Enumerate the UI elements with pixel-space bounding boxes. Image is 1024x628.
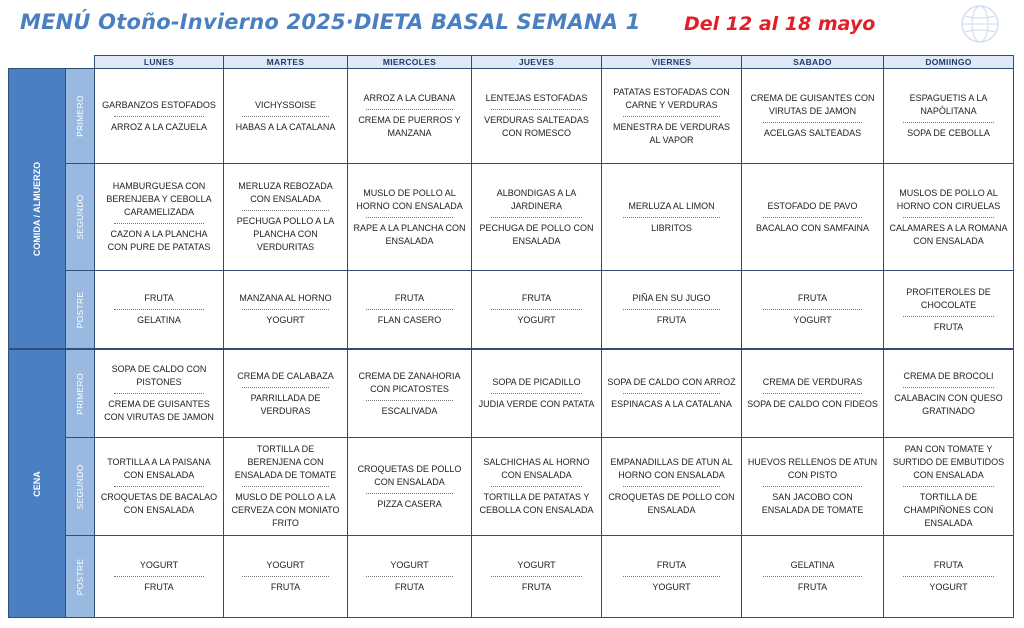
menu-cell bbox=[472, 164, 602, 271]
dish-option-2: MUSLO DE POLLO A LA CERVEZA CON MONIATO FRITO bbox=[231, 492, 340, 528]
course-label bbox=[66, 69, 95, 164]
dish-option-2: FRUTA bbox=[521, 582, 552, 592]
dotted-separator bbox=[491, 393, 581, 394]
dotted-separator bbox=[763, 122, 862, 123]
menu-cell bbox=[348, 271, 472, 349]
menu-cell bbox=[95, 536, 224, 618]
dish-option-1: HAMBURGUESA CON BERENJEBA Y CEBOLLA CARAMELIZADA bbox=[106, 181, 212, 217]
menu-cell bbox=[472, 271, 602, 349]
page-header bbox=[14, 8, 1004, 40]
dish-option-2: PIZZA CASERA bbox=[377, 498, 442, 509]
dish-option-1: FRUTA bbox=[933, 560, 964, 570]
dotted-separator bbox=[763, 309, 862, 310]
dish-option-2: FRUTA bbox=[797, 582, 828, 592]
dish-option-1: FRUTA bbox=[797, 293, 828, 303]
dotted-separator bbox=[763, 576, 862, 577]
dish-option-1: CROQUETAS DE POLLO CON ENSALADA bbox=[357, 463, 462, 487]
dotted-separator bbox=[366, 400, 452, 401]
menu-cell bbox=[95, 350, 224, 438]
menu-cell bbox=[742, 164, 884, 271]
dish-option-2: ESPINACAS A LA CATALANA bbox=[611, 399, 732, 409]
dish-option-2: CROQUETAS DE BACALAO CON ENSALADA bbox=[100, 492, 218, 515]
dish-option-2: YOGURT bbox=[929, 582, 968, 592]
menu-cell bbox=[602, 536, 742, 618]
dish-option-1: CREMA DE BROCOLI bbox=[903, 370, 994, 381]
dish-option-1: GARBANZOS ESTOFADOS bbox=[102, 99, 216, 110]
dotted-separator bbox=[623, 217, 720, 218]
course-row-segundo bbox=[9, 438, 1014, 536]
dish-option-2: HABAS A LA CATALANA bbox=[235, 121, 336, 132]
dish-option-1: ALBONDIGAS A LA JARDINERA bbox=[496, 187, 577, 211]
menu-cell bbox=[224, 350, 348, 438]
dish-option-2: CREMA DE GUISANTES CON VIRUTAS DE JAMON bbox=[104, 399, 214, 422]
dotted-separator bbox=[903, 576, 993, 577]
menu-cell bbox=[224, 271, 348, 349]
menu-cell bbox=[348, 164, 472, 271]
dish-option-1: YOGURT bbox=[517, 560, 556, 570]
dish-option-1: HUEVOS RELLENOS DE ATUN CON PISTO bbox=[747, 457, 878, 480]
dish-option-2: SOPA DE CEBOLLA bbox=[907, 128, 990, 138]
dotted-separator bbox=[242, 116, 328, 117]
dish-option-1: ARROZ A LA CUBANA bbox=[363, 93, 456, 103]
globe-logo-icon bbox=[956, 2, 1000, 46]
date-range: Del 12 al 18 mayo bbox=[684, 13, 876, 35]
dish-option-1: PAN CON TOMATE Y SURTIDO DE EMBUTIDOS CON ENSALADA bbox=[892, 444, 1005, 480]
dotted-separator bbox=[114, 116, 204, 117]
menu-cell bbox=[95, 69, 224, 164]
dotted-separator bbox=[623, 116, 720, 117]
menu-cell bbox=[602, 69, 742, 164]
dish-option-2: PECHUGA POLLO A LA PLANCHA CON VERDURITAS bbox=[236, 216, 335, 252]
dish-option-2: BACALAO CON SAMFAINA bbox=[755, 222, 870, 233]
dotted-separator bbox=[491, 576, 581, 577]
dish-option-2: GELATINA bbox=[137, 315, 181, 325]
dish-option-1: YOGURT bbox=[266, 560, 305, 570]
meal-label-text: CENA bbox=[32, 470, 42, 497]
dish-option-1: FRUTA bbox=[144, 293, 174, 303]
dotted-separator bbox=[242, 387, 328, 388]
dotted-separator bbox=[623, 309, 720, 310]
meal-label bbox=[9, 69, 66, 349]
menu-cell bbox=[742, 69, 884, 164]
meal-label bbox=[9, 350, 66, 618]
menu-cell bbox=[602, 271, 742, 349]
menu-cell bbox=[884, 69, 1014, 164]
course-row-postre bbox=[9, 271, 1014, 349]
menu-cell bbox=[348, 350, 472, 438]
menu-cell bbox=[472, 350, 602, 438]
menu-cell bbox=[348, 438, 472, 536]
dotted-separator bbox=[242, 576, 328, 577]
menu-cell bbox=[224, 164, 348, 271]
menu-cell bbox=[224, 438, 348, 536]
dish-option-1: ESPAGUETIS A LA NAPÓLITANA bbox=[909, 93, 988, 116]
course-label-text: PRIMERO bbox=[75, 95, 85, 137]
dish-option-2: YOGURT bbox=[517, 315, 556, 325]
dish-option-1: TORTILLA DE BERENJENA CON ENSALADA DE TOMATE bbox=[234, 444, 337, 480]
day-header-row bbox=[9, 56, 1014, 69]
menu-cell bbox=[95, 164, 224, 271]
menu-cell bbox=[95, 438, 224, 536]
lunch-menu-table bbox=[8, 55, 1014, 349]
dinner-menu-table bbox=[8, 349, 1014, 618]
dotted-separator bbox=[114, 309, 204, 310]
dotted-separator bbox=[903, 217, 993, 218]
dish-option-2: RAPE A LA PLANCHA CON ENSALADA bbox=[353, 222, 466, 246]
menu-cell bbox=[472, 536, 602, 618]
dish-option-2: MENESTRA DE VERDURAS AL VAPOR bbox=[612, 121, 731, 145]
dish-option-2: ESCALIVADA bbox=[381, 405, 438, 416]
dotted-separator bbox=[366, 309, 452, 310]
dish-option-2: LIBRITOS bbox=[651, 222, 692, 233]
dish-option-2: CREMA DE PUERROS Y MANZANA bbox=[358, 115, 461, 138]
dish-option-1: SOPA DE PICADILLO bbox=[492, 377, 581, 387]
page-title: MENÚ Otoño-Invierno 2025·DIETA BASAL SEMANA 1 bbox=[20, 10, 641, 34]
dish-option-1: SOPA DE CALDO CON ARROZ bbox=[607, 377, 736, 387]
dotted-separator bbox=[114, 393, 204, 394]
dish-option-1: VICHYSSOISE bbox=[254, 99, 317, 110]
day-header: MIERCOLES bbox=[348, 56, 472, 69]
course-label-text: SEGUNDO bbox=[75, 194, 85, 240]
day-header: VIERNES bbox=[602, 56, 742, 69]
dish-option-1: FRUTA bbox=[521, 293, 552, 303]
dish-option-1: CREMA DE VERDURAS bbox=[762, 377, 863, 387]
dotted-separator bbox=[114, 486, 204, 487]
day-header: DOMIINGO bbox=[884, 56, 1014, 69]
course-label bbox=[66, 164, 95, 271]
dish-option-2: YOGURT bbox=[266, 315, 305, 325]
dish-option-1: MUSLO DE POLLO AL HORNO CON ENSALADA bbox=[356, 187, 463, 211]
menu-cell bbox=[224, 536, 348, 618]
dotted-separator bbox=[242, 210, 328, 211]
dotted-separator bbox=[903, 486, 993, 487]
dotted-separator bbox=[114, 576, 204, 577]
dotted-separator bbox=[623, 576, 720, 577]
course-row-segundo bbox=[9, 164, 1014, 271]
dish-option-1: CREMA DE CALABAZA bbox=[237, 370, 334, 381]
dish-option-2: FRUTA bbox=[394, 582, 425, 592]
dish-option-2: SAN JACOBO CON ENSALADA DE TOMATE bbox=[761, 492, 864, 515]
dotted-separator bbox=[366, 493, 452, 494]
dish-option-1: FRUTA bbox=[656, 560, 687, 570]
day-header: LUNES bbox=[95, 56, 224, 69]
header-corner bbox=[9, 56, 95, 69]
dotted-separator bbox=[366, 109, 452, 110]
course-label-text: POSTRE bbox=[75, 291, 85, 328]
dish-option-1: YOGURT bbox=[139, 560, 179, 570]
menu-cell bbox=[348, 536, 472, 618]
dish-option-2: YOGURT bbox=[793, 315, 832, 325]
dotted-separator bbox=[491, 309, 581, 310]
dish-option-2: CALABACIN CON QUESO GRATINADO bbox=[894, 392, 1003, 416]
menu-cell bbox=[884, 271, 1014, 349]
dish-option-2: FLAN CASERO bbox=[377, 315, 442, 325]
day-header: JUEVES bbox=[472, 56, 602, 69]
dotted-separator bbox=[242, 486, 328, 487]
dish-option-2: FRUTA bbox=[656, 315, 687, 325]
dotted-separator bbox=[366, 576, 452, 577]
menu-cell bbox=[348, 69, 472, 164]
menu-cell bbox=[602, 164, 742, 271]
course-label-text: PRIMERO bbox=[75, 372, 85, 415]
menu-cell bbox=[472, 438, 602, 536]
dish-option-2: YOGURT bbox=[652, 582, 691, 592]
dotted-separator bbox=[763, 217, 862, 218]
dish-option-1: SOPA DE CALDO CON PISTONES bbox=[111, 364, 207, 387]
dotted-separator bbox=[366, 217, 452, 218]
dish-option-2: PARRILLADA DE VERDURAS bbox=[250, 392, 321, 416]
dish-option-1: FRUTA bbox=[394, 293, 425, 303]
menu-cell bbox=[95, 271, 224, 349]
menu-cell bbox=[742, 271, 884, 349]
menu-cell bbox=[742, 350, 884, 438]
dish-option-1: YOGURT bbox=[390, 560, 429, 570]
menu-cell bbox=[602, 350, 742, 438]
course-label-text: POSTRE bbox=[75, 558, 85, 595]
dish-option-1: PROFITEROLES DE CHOCOLATE bbox=[906, 286, 991, 310]
dish-option-1: ESTOFADO DE PAVO bbox=[767, 200, 858, 211]
course-label bbox=[66, 271, 95, 349]
course-label bbox=[66, 350, 95, 438]
dotted-separator bbox=[763, 393, 862, 394]
dish-option-2: ARROZ A LA CAZUELA bbox=[110, 121, 208, 132]
menu-cell bbox=[742, 536, 884, 618]
menu-cell bbox=[884, 350, 1014, 438]
dish-option-1: MERLUZA REBOZADA CON ENSALADA bbox=[238, 181, 333, 204]
dotted-separator bbox=[763, 486, 862, 487]
menu-cell bbox=[884, 536, 1014, 618]
day-header: MARTES bbox=[224, 56, 348, 69]
dish-option-1: MERLUZA AL LIMON bbox=[628, 200, 715, 211]
course-row-postre bbox=[9, 536, 1014, 618]
menu-cell bbox=[884, 164, 1014, 271]
dish-option-2: PECHUGA DE POLLO CON ENSALADA bbox=[479, 222, 594, 246]
dish-option-1: SALCHICHAS AL HORNO CON ENSALADA bbox=[483, 457, 590, 480]
dotted-separator bbox=[491, 217, 581, 218]
dish-option-2: SOPA DE CALDO CON FIDEOS bbox=[747, 399, 878, 409]
dish-option-2: CAZON A LA PLANCHA CON PURE DE PATATAS bbox=[107, 229, 211, 252]
course-row-primero bbox=[9, 69, 1014, 164]
dotted-separator bbox=[114, 223, 204, 224]
dish-option-2: TORTILLA DE PATATAS Y CEBOLLA CON ENSALADA bbox=[479, 492, 594, 515]
dish-option-1: TORTILLA A LA PAISANA CON ENSALADA bbox=[107, 457, 211, 480]
dish-option-2: VERDURAS SALTEADAS CON ROMESCO bbox=[484, 115, 589, 138]
dish-option-1: PATATAS ESTOFADAS CON CARNE Y VERDURAS bbox=[613, 86, 730, 110]
meal-label-text: COMIDA / ALMUERZO bbox=[32, 161, 42, 256]
course-label bbox=[66, 438, 95, 536]
course-label-text: SEGUNDO bbox=[75, 463, 85, 510]
dotted-separator bbox=[491, 486, 581, 487]
dish-option-2: ACELGAS SALTEADAS bbox=[763, 128, 862, 138]
dotted-separator bbox=[903, 316, 993, 317]
dish-option-2: FRUTA bbox=[270, 582, 301, 592]
dish-option-1: MUSLOS DE POLLO AL HORNO CON CIRUELAS bbox=[896, 187, 1001, 211]
dish-option-2: FRUTA bbox=[144, 582, 174, 592]
dotted-separator bbox=[623, 486, 720, 487]
dish-option-1: MANZANA AL HORNO bbox=[239, 293, 332, 303]
menu-cell bbox=[224, 69, 348, 164]
dotted-separator bbox=[903, 387, 993, 388]
dish-option-1: LENTEJAS ESTOFADAS bbox=[485, 93, 588, 103]
dish-option-1: CREMA DE ZANAHORIA CON PICATOSTES bbox=[358, 370, 461, 394]
dish-option-2: TORTILLA DE CHAMPIÑONES CON ENSALADA bbox=[903, 492, 994, 528]
course-row-primero bbox=[9, 350, 1014, 438]
dotted-separator bbox=[491, 109, 581, 110]
menu-cell bbox=[472, 69, 602, 164]
dotted-separator bbox=[623, 393, 720, 394]
dotted-separator bbox=[903, 122, 993, 123]
menu-cell bbox=[884, 438, 1014, 536]
dish-option-1: GELATINA bbox=[790, 560, 835, 570]
dish-option-2: CROQUETAS DE POLLO CON ENSALADA bbox=[608, 492, 735, 515]
dotted-separator bbox=[242, 309, 328, 310]
menu-cell bbox=[602, 438, 742, 536]
dish-option-2: FRUTA bbox=[933, 321, 964, 332]
dish-option-2: JUDIA VERDE CON PATATA bbox=[478, 399, 595, 409]
menu-cell bbox=[742, 438, 884, 536]
dish-option-1: EMPANADILLAS DE ATUN AL HORNO CON ENSALADA bbox=[610, 457, 733, 480]
day-header: SABADO bbox=[742, 56, 884, 69]
course-label bbox=[66, 536, 95, 618]
dish-option-1: CREMA DE GUISANTES CON VIRUTAS DE JAMON bbox=[750, 93, 875, 116]
dish-option-2: CALAMARES A LA ROMANA CON ENSALADA bbox=[889, 222, 1008, 246]
dish-option-1: PIÑA EN SU JUGO bbox=[632, 293, 711, 303]
